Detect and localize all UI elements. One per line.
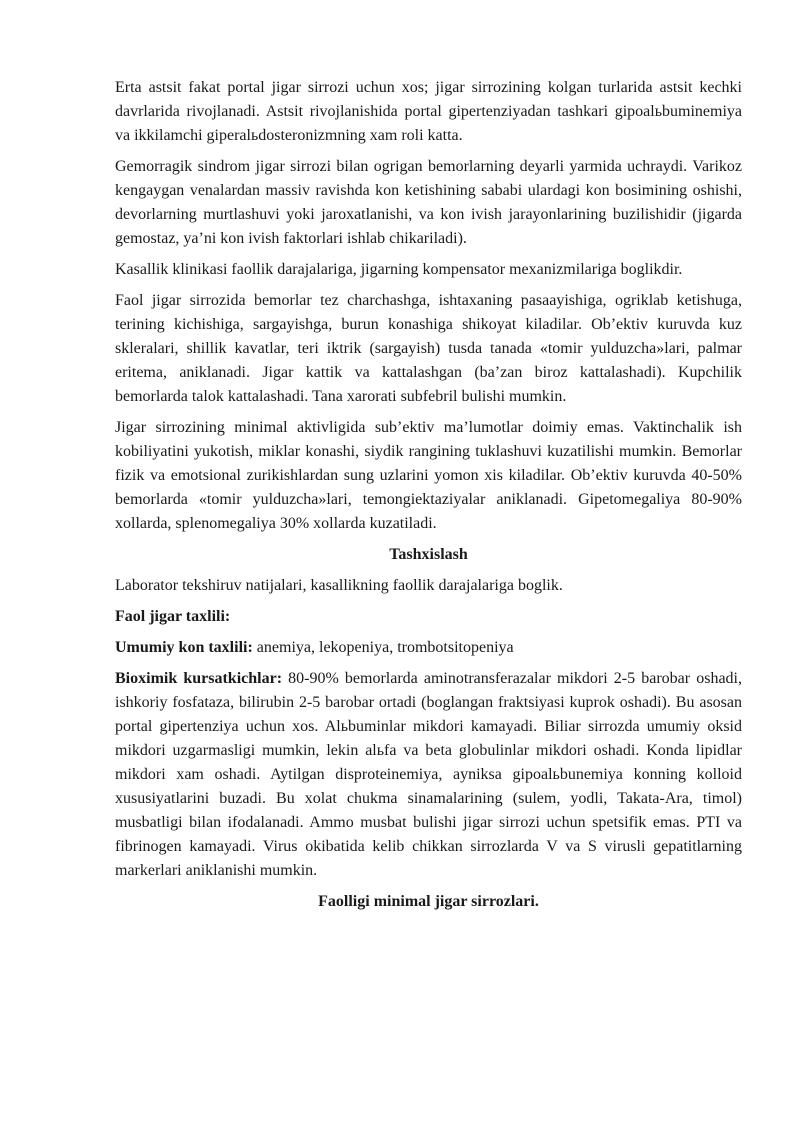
paragraph-clinic: Kasallik klinikasi faollik darajalariga, jigarning kompensator mexanizmilariga boglikdir. <box>115 261 683 278</box>
paragraph-biochemical <box>115 667 742 883</box>
paragraph-blood-analysis <box>115 636 742 660</box>
blood-analysis-label: Umumiy kon taxlili: <box>115 639 253 656</box>
paragraph-minimal-activity: Jigar sirrozining minimal aktivligida sub’ektiv ma’lumotlar doimiy emas. Vaktinchalik ish kobiliyatini yukotish, miklar konashi, siydik rangining tuklashuvi kuzatilishi mumkin. Bemorlar fizik va emotsional zurikishlardan sung uzlarini yomon xis kiladilar. Ob’ektiv kuruvda 40-50% bemorlarda «tomir yulduzcha»lari, temongiektaziyalar aniklanadi. Gipetomegaliya 80-90% xollarda, splenomegaliya 30% xollarda kuzatiladi. <box>115 419 742 532</box>
paragraph-ascites: Erta astsit fakat portal jigar sirrozi uchun xos; jigar sirrozining kolgan turlarida astsit kechki davrlarida rivojlanadi. Astsit rivojlanishida portal gipertenziyadan tashkari gipoalьbuminemiya va ikkilamchi giperalьdosteronizmning xam roli katta. <box>115 79 742 144</box>
section-heading-minimal-cirrhosis: Faolligi minimal jigar sirrozlari. <box>318 893 539 910</box>
paragraph-active-analysis-title: Faol jigar taxlili: <box>115 608 231 625</box>
paragraph-active-cirrhosis: Faol jigar sirrozida bemorlar tez charchashga, ishtaxaning pasaayishiga, ogriklab ketishuga, terining kichishiga, sargayishga, burun konashiga shikoyat kiladilar. Ob’ektiv kuruvda kuz skleralari, shillik kavatlar, teri iktrik (sargayish) tusda tanada «tomir yulduzcha»lari, palmar eritema, aniklanadi. Jigar kattik va kattalashgan (ba’zan biroz kattalashadi). Kupchilik bemorlarda talok kattalashadi. Tana xarorati subfebril bulishi mumkin. <box>115 292 742 405</box>
paragraph-hemorrhagic-syndrome: Gemorragik sindrom jigar sirrozi bilan ogrigan bemorlarning deyarli yarmida uchraydi. Varikoz kengaygan venalardan massiv ravishda kon ketishining sababi ulardagi kon bosimining oshishi, devorlarning murtlashuvi yoki jaroxatlanishi, va kon ivish jarayonlarining buzilishidir (jigarda gemostaz, ya’ni kon ivish faktorlari ishlab chikariladi). <box>115 158 742 247</box>
biochemical-label: Bioximik kursatkichlar: <box>115 670 283 687</box>
paragraph-lab-results: Laborator tekshiruv natijalari, kasallikning faollik darajalariga boglik. <box>115 577 563 594</box>
blood-analysis-text: anemiya, lekopeniya, trombotsitopeniya <box>252 639 514 656</box>
document-page <box>115 76 742 921</box>
section-heading-diagnosis: Tashxislash <box>389 546 468 563</box>
biochemical-text: 80-90% bemorlarda aminotransferazalar mikdori 2-5 barobar oshadi, ishkoriy fosfataza, bilirubin 2-5 barobar ortadi (boglangan fraktsiyasi kuprok oshadi). Bu asosan portal gipertenziya uchun xos. Alьbuminlar mikdori kamayadi. Biliar sirrozda umumiy oksid mikdori uzgarmasligi mumkin, lekin alьfa va beta globulinlar mikdori oshadi. Konda lipidlar mikdori xam oshadi. Aytilgan disproteinemiya, ayniksa gipoalьbunemiya konning kolloid xususiyatlarini buzadi. Bu xolat chukma sinamalarining (sulem, yodli, Takata-Ara, timol) musbatligi bilan ifodalanadi. Ammo musbat bulishi jigar sirrozi uchun spetsifik emas. PTI va fibrinogen kamayadi. Virus okibatida kelib chikkan sirrozlarda V va S virusli gepatitlarning markerlari aniklanishi mumkin. <box>115 670 743 879</box>
